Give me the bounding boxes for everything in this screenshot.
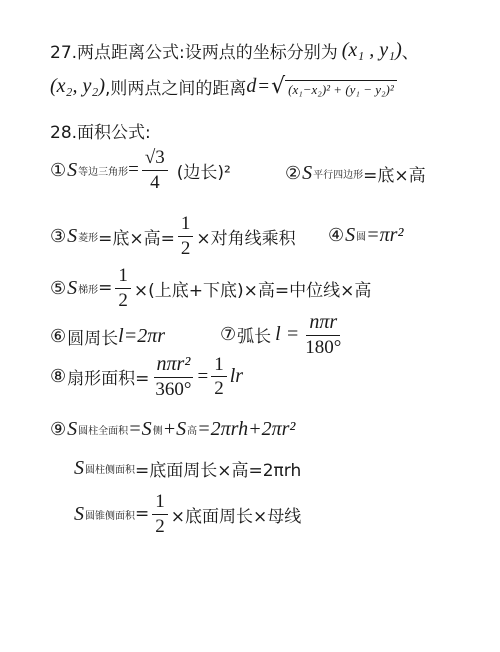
area-symbol: S bbox=[74, 457, 84, 479]
f9c-num: 1 bbox=[152, 492, 168, 515]
formula-8 bbox=[50, 354, 243, 400]
f1-den: 4 bbox=[150, 171, 160, 193]
f3-pre: =底×高= bbox=[98, 228, 175, 249]
area-symbol: S bbox=[67, 224, 78, 247]
f1-num-val: 3 bbox=[155, 147, 165, 168]
f5-den: 2 bbox=[118, 289, 128, 311]
area-symbol: S bbox=[67, 418, 78, 440]
f9c-pre: = bbox=[135, 504, 150, 525]
formula-6 bbox=[50, 324, 165, 349]
f9a-s3: 高 bbox=[187, 426, 198, 437]
f9a-plus: +S bbox=[162, 418, 187, 440]
mark-4: ④ bbox=[328, 225, 345, 246]
mark-3: ③ bbox=[50, 225, 67, 247]
mark-5: ⑤ bbox=[50, 277, 67, 299]
f7-num: nπr bbox=[306, 312, 340, 336]
f5-tail: ×(上底+下底)×高=中位线×高 bbox=[133, 280, 372, 301]
f3-num: 1 bbox=[178, 214, 194, 237]
mark-9: ⑨ bbox=[50, 419, 67, 440]
f8-den: 360° bbox=[155, 379, 192, 400]
f1-num: √3 bbox=[142, 148, 168, 171]
f5-sub: 梯形 bbox=[78, 284, 99, 296]
distance-text: ,则两点之间的距离 bbox=[104, 79, 247, 99]
mark-8: ⑧ bbox=[50, 366, 67, 388]
point-2: (x₂, y₂) bbox=[50, 75, 105, 97]
f9c-tail: ×底面周长×母线 bbox=[170, 506, 302, 527]
item-27-line2 bbox=[50, 74, 397, 99]
area-symbol: S bbox=[302, 162, 313, 184]
f6-tail: l=2πr bbox=[118, 325, 165, 347]
sqrt-expression bbox=[271, 73, 397, 99]
f9c-sub: 圆锥侧面积 bbox=[85, 510, 135, 522]
f3-sub: 菱形 bbox=[78, 232, 99, 244]
f4-tail: =πr² bbox=[366, 224, 404, 246]
f9a-mid: =S bbox=[128, 418, 152, 440]
formula-2 bbox=[285, 161, 426, 186]
formula-1 bbox=[50, 148, 231, 193]
f8-text: 扇形面积= bbox=[67, 369, 150, 390]
f8-frac2 bbox=[211, 355, 227, 400]
formula-7 bbox=[220, 312, 347, 358]
f9b-sub: 圆柱侧面积 bbox=[85, 465, 135, 476]
mark-1: ① bbox=[50, 159, 67, 181]
sqrt-symbol: √ bbox=[271, 73, 286, 99]
f7-text: 弧长 bbox=[237, 327, 272, 348]
f8-den2: 2 bbox=[214, 378, 224, 400]
separator: 、 bbox=[401, 43, 419, 63]
formula-4 bbox=[328, 224, 403, 247]
area-symbol: S bbox=[74, 502, 84, 525]
f3-den: 2 bbox=[180, 237, 191, 259]
area-symbol: S bbox=[345, 224, 356, 246]
f5-pre: = bbox=[98, 278, 113, 299]
f9a-tail: =2πrh+2πr² bbox=[197, 418, 296, 440]
f9c-frac bbox=[152, 492, 168, 537]
formula-9a bbox=[50, 418, 295, 441]
item-28-title bbox=[50, 118, 151, 143]
formula-3 bbox=[50, 214, 296, 259]
f7-den: 180° bbox=[305, 337, 342, 358]
mark-2: ② bbox=[285, 163, 302, 184]
f2-sub: 平行四边形 bbox=[313, 170, 364, 181]
f1-frac bbox=[142, 148, 168, 193]
formula-5 bbox=[50, 266, 371, 311]
f8-frac bbox=[152, 354, 194, 400]
f4-sub: 圆 bbox=[356, 232, 367, 243]
sqrt-radicand: (x₁−x₂)² + (y₁ − y₂)² bbox=[285, 80, 397, 98]
point-1: (x₁ , y₁) bbox=[341, 39, 402, 61]
mark-6: ⑥ bbox=[50, 326, 67, 347]
f8-num: nπr² bbox=[154, 354, 194, 378]
f1-sub: 等边三角形 bbox=[78, 166, 129, 178]
f9c-den: 2 bbox=[155, 515, 165, 537]
area-symbol: S bbox=[67, 158, 78, 181]
f7-l: l = bbox=[275, 323, 300, 346]
f9a-s2: 侧 bbox=[152, 426, 163, 437]
f5-frac bbox=[115, 266, 131, 311]
f1-tail: (边长)² bbox=[176, 162, 231, 183]
f6-text: 圆周长 bbox=[67, 329, 119, 349]
item-28-title-text: 28.面积公式: bbox=[50, 123, 151, 143]
f1-eq: = bbox=[128, 159, 139, 181]
f9b-tail: =底面周长×高=2πrh bbox=[135, 461, 302, 481]
f7-frac bbox=[302, 312, 344, 358]
item-27-title: 27.两点距离公式:设两点的坐标分别为 bbox=[50, 43, 338, 63]
distance-var: d bbox=[246, 75, 257, 97]
f9a-sub: 圆柱全面积 bbox=[78, 426, 129, 437]
f8-tail: lr bbox=[229, 365, 244, 388]
equals: = bbox=[258, 75, 270, 97]
formula-9b bbox=[74, 456, 301, 481]
formula-9c bbox=[74, 492, 301, 537]
mark-7: ⑦ bbox=[220, 324, 237, 346]
f5-num: 1 bbox=[115, 266, 131, 289]
f2-tail: =底×高 bbox=[363, 166, 426, 186]
f3-tail: ×对角线乘积 bbox=[196, 228, 296, 249]
f3-frac bbox=[178, 214, 194, 259]
area-symbol: S bbox=[67, 276, 78, 299]
f8-num2: 1 bbox=[211, 355, 227, 378]
f8-eq: = bbox=[197, 365, 209, 387]
item-27-line1 bbox=[50, 38, 419, 63]
